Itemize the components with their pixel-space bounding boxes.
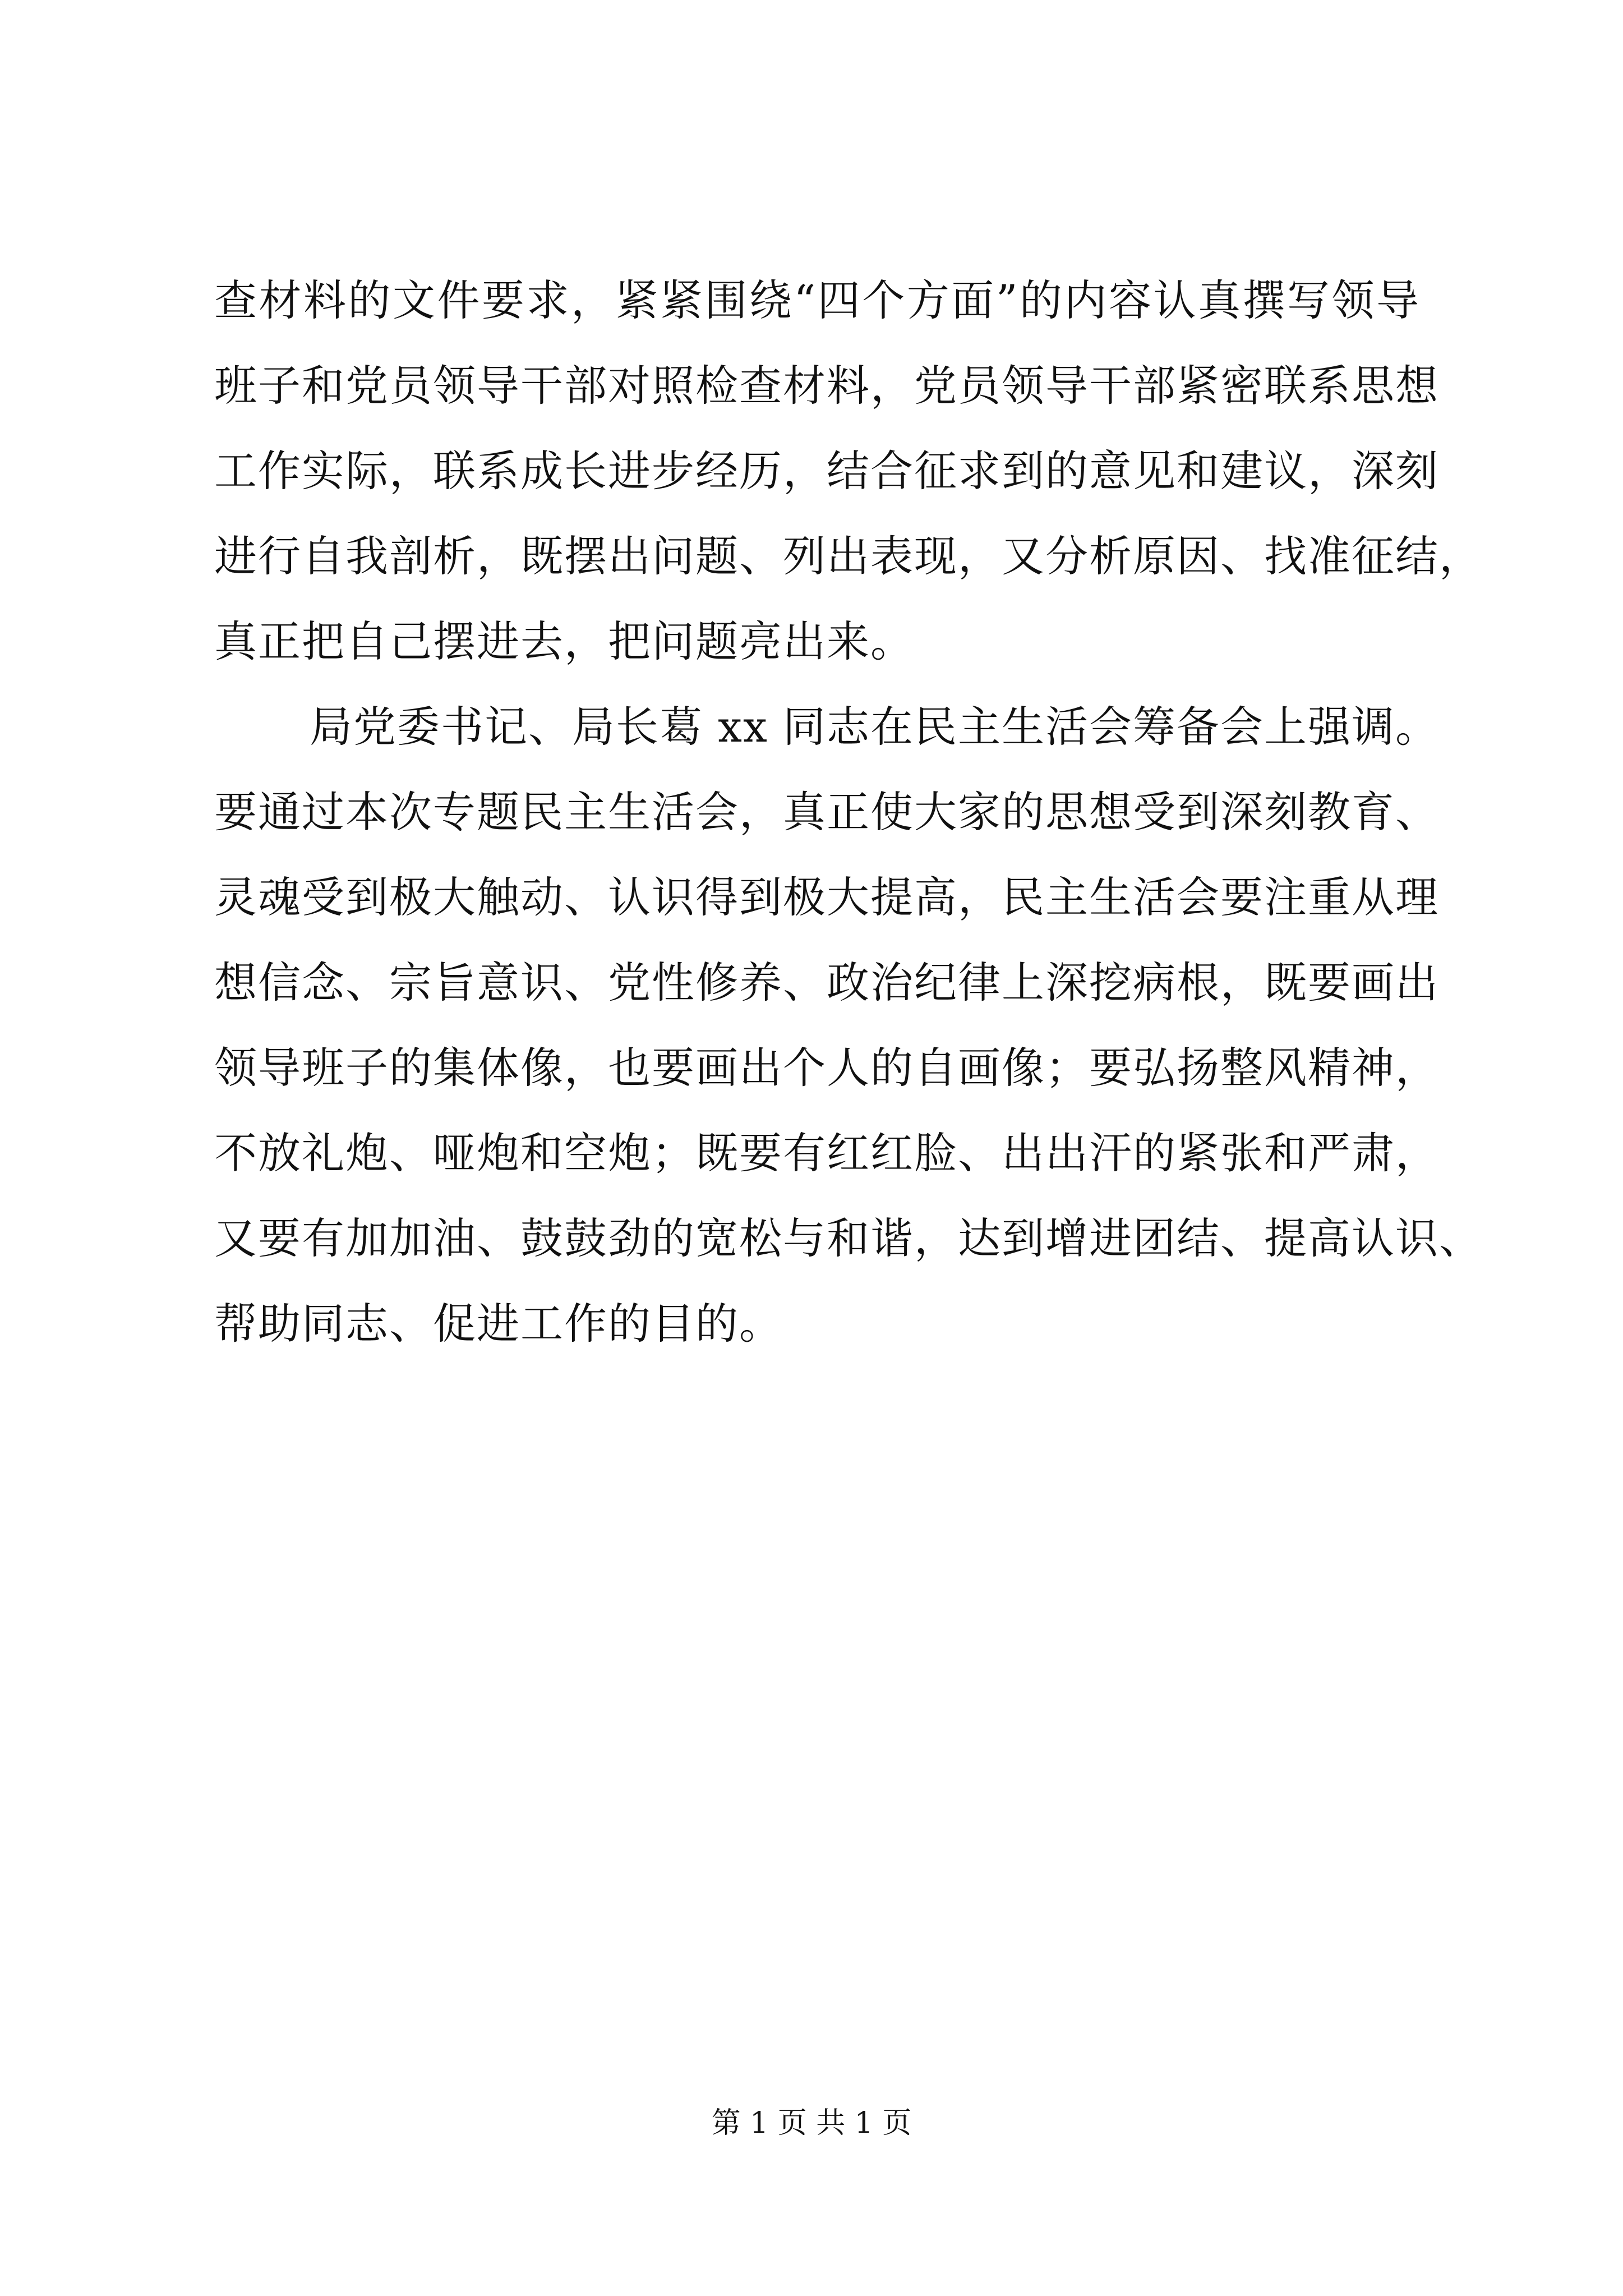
text-line: 进行自我剖析，既摆出问题、列出表现，又分析原因、找准征结， (214, 531, 1483, 581)
text-line: 查材料的文件要求，紧紧围绕“四个方面”的内容认真撰写领导 (214, 275, 1420, 325)
paragraph-1 (214, 258, 1483, 684)
text-line: 不放礼炮、哑炮和空炮；既要有红红脸、出出汗的紧张和严肃， (214, 1128, 1439, 1178)
text-line: 工作实际，联系成长进步经历，结合征求到的意见和建议，深刻 (214, 446, 1439, 496)
text-line: 帮助同志、促进工作的目的。 (214, 1299, 783, 1349)
text-line: 真正把自己摆进去，把问题亮出来。 (214, 616, 914, 666)
text-line: 要通过本次专题民主生活会，真正使大家的思想受到深刻教育、 (214, 787, 1439, 837)
text-line: 又要有加加油、鼓鼓劲的宽松与和谐，达到增进团结、提高认识、 (214, 1213, 1483, 1263)
text-line: 想信念、宗旨意识、党性修养、政治纪律上深挖病根，既要画出 (214, 958, 1439, 1007)
document-body (214, 258, 1483, 1366)
text-line: 班子和党员领导干部对照检查材料，党员领导干部紧密联系思想 (214, 361, 1439, 411)
page-footer: 第 1 页 共 1 页 (711, 2106, 912, 2140)
text-line: 灵魂受到极大触动、认识得到极大提高，民主生活会要注重从理 (214, 872, 1439, 922)
text-line: 领导班子的集体像，也要画出个人的自画像；要弘扬整风精神， (214, 1043, 1439, 1093)
paragraph-2 (214, 684, 1483, 1366)
text-line: 局党委书记、局长葛 xx 同志在民主生活会筹备会上强调。 (310, 702, 1440, 752)
